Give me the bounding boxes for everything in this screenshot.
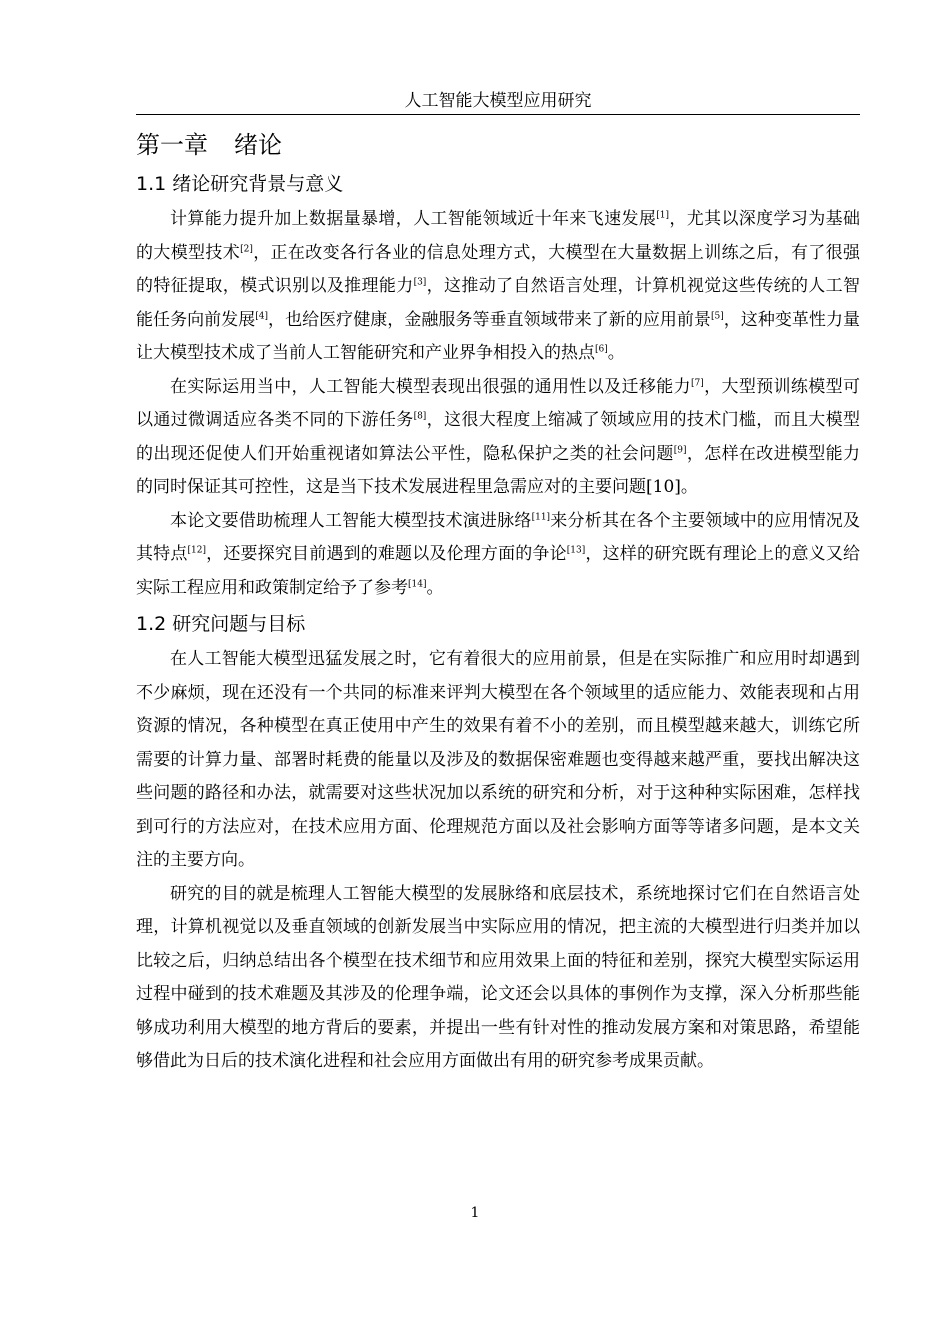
citation-ref: [6] bbox=[595, 344, 608, 355]
citation-ref: [4] bbox=[255, 310, 268, 321]
paragraph-text: ，这很大程度上缩减了领域应用的技术门槛，而且大模型的出现还促使人们开始重视诸如算法公平性，隐私保护之类的社会问题 bbox=[136, 410, 861, 464]
paragraph bbox=[136, 505, 860, 606]
paragraph bbox=[136, 203, 860, 371]
body-content bbox=[136, 165, 860, 1079]
paragraph-text: 计算能力提升加上数据量暴增，人工智能领域近十年来飞速发展 bbox=[170, 209, 657, 229]
paragraph bbox=[136, 371, 860, 505]
paragraph-text: 本论文要借助梳理人工智能大模型技术演进脉络 bbox=[170, 510, 532, 531]
paragraph-text: 。 bbox=[426, 577, 444, 598]
chapter-title bbox=[136, 125, 860, 165]
paragraph-text: ，还要探究目前遇到的难题以及伦理方面的争论 bbox=[206, 544, 567, 564]
paragraph-text: 。 bbox=[607, 343, 625, 363]
citation-ref: [11] bbox=[531, 511, 551, 522]
paragraph-text: 研究的目的就是梳理人工智能大模型的发展脉络和底层技术，系统地探讨它们在自然语言处理，计算机视觉以及垂直领域的创新发展当中实际应用的情况，把主流的大模型进行归类并加以比较之后，归纳总结出各个模型在技术细节和应用效果上面的特征和差别，探究大模型实际运用过程中碰到的技术难题及其涉及的伦理争端，论文还会以具体的事例作为支撑，深入分析那些能够成功利用大模型的地方背后的要素，并提出一些有针对性的推动发展方案和对策思路，希望能够借此为日后的技术演化进程和社会应用方面做出有用的研究参考成果贡献。 bbox=[136, 883, 860, 1071]
paragraph-text: 在实际运用当中，人工智能大模型表现出很强的通用性以及迁移能力 bbox=[170, 376, 691, 397]
citation-ref: [7] bbox=[690, 377, 704, 388]
citation-ref: [5] bbox=[710, 310, 724, 321]
paragraph-text: 来分析其在各个主要领域中的应用情况及其特点 bbox=[136, 510, 861, 564]
citation-ref: [8] bbox=[413, 411, 427, 422]
section-title-1-2: 1.2 研究问题与目标 bbox=[136, 613, 306, 635]
paragraph-text: ，怎样在改进模型能力的同时保证其可控性，这是当下技术发展进程里急需应对的主要问题[10]。 bbox=[136, 443, 861, 497]
citation-ref: [1] bbox=[656, 210, 669, 221]
document-page bbox=[136, 88, 860, 1079]
section-title-1-1: 1.1 绪论研究背景与意义 bbox=[136, 173, 344, 195]
chapter-number: 第一章 bbox=[136, 131, 208, 159]
citation-ref: [12] bbox=[187, 545, 206, 556]
running-header: 人工智能大模型应用研究 bbox=[136, 88, 860, 115]
paragraph-text: ，大型预训练模型可以通过微调适应各类不同的下游任务 bbox=[136, 376, 861, 430]
page-number: 1 bbox=[470, 1205, 480, 1221]
citation-ref: [13] bbox=[566, 545, 586, 556]
paragraph-text: ，这样的研究既有理论上的意义又给实际工程应用和政策制定给予了参考 bbox=[136, 544, 861, 598]
paragraph bbox=[136, 878, 860, 1079]
citation-ref: [3] bbox=[413, 277, 427, 288]
paragraph-text: ，尤其以深度学习为基础的大模型技术 bbox=[136, 209, 861, 263]
paragraph-text: ，正在改变各行各业的信息处理方式，大模型在大量数据上训练之后，有了很强的特征提取，模式识别以及推理能力 bbox=[136, 242, 861, 296]
paragraph-text: ，这推动了自然语言处理，计算机视觉这些传统的人工智能任务向前发展 bbox=[136, 276, 861, 330]
paragraph-text: ，这种变革性力量让大模型技术成了当前人工智能研究和产业界争相投入的热点 bbox=[136, 309, 861, 363]
citation-ref: [2] bbox=[240, 243, 253, 254]
citation-ref: [9] bbox=[673, 444, 687, 455]
paragraph bbox=[136, 643, 860, 878]
chapter-name: 绪论 bbox=[234, 131, 282, 159]
paragraph-text: 在人工智能大模型迅猛发展之时，它有着很大的应用前景，但是在实际推广和应用时却遇到不少麻烦，现在还没有一个共同的标准来评判大模型在各个领域里的适应能力、效能表现和占用资源的情况，各种模型在真正使用中产生的效果有着不小的差别，而且模型越来越大，训练它所需要的计算力量、部署时耗费的能量以及涉及的数据保密难题也变得越来越严重，要找出解决这些问题的路径和办法，就需要对这些状况加以系统的研究和分析，对于这种种实际困难，怎样找到可行的方法应对，在技术应用方面、伦理规范方面以及社会影响方面等等诸多问题，是本文关注的主要方向。 bbox=[136, 649, 860, 870]
paragraph-text: ，也给医疗健康，金融服务等垂直领域带来了新的应用前景 bbox=[268, 309, 711, 330]
citation-ref: [14] bbox=[408, 578, 427, 589]
